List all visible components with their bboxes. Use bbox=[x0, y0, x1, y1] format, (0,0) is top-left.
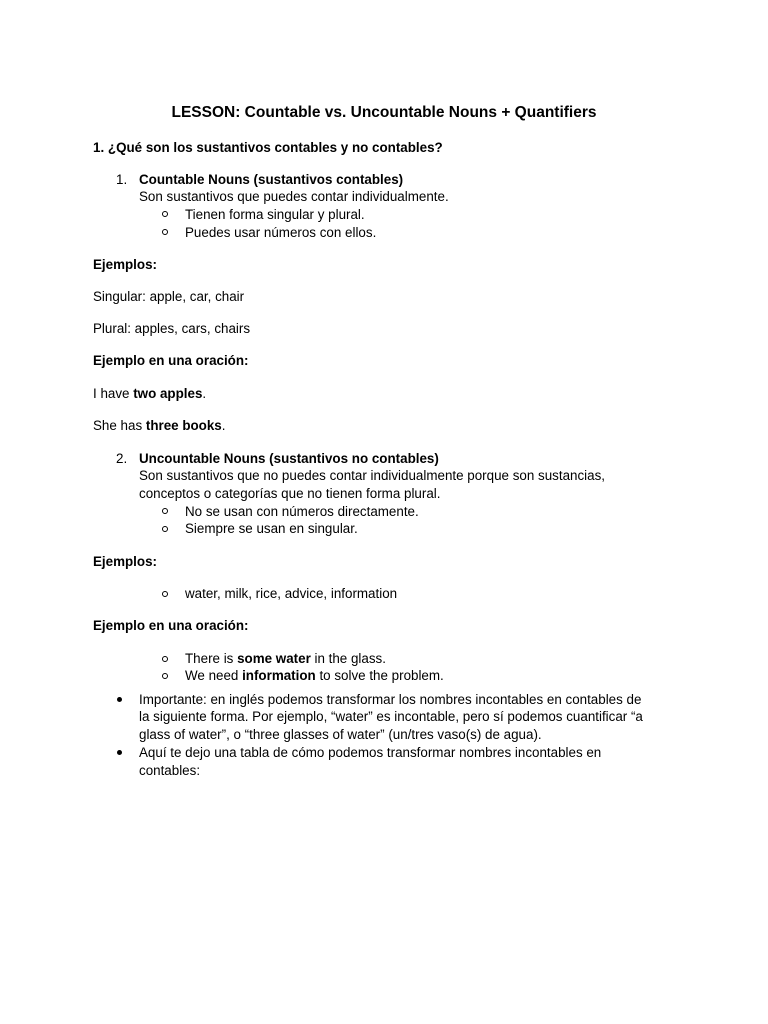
examples-label: Ejemplos: bbox=[93, 257, 157, 272]
sentence-text: There is bbox=[185, 651, 238, 666]
list-item: No se usan con números directamente. bbox=[185, 504, 419, 519]
sentence-text: She has bbox=[93, 418, 146, 433]
circle-bullet-icon bbox=[162, 591, 168, 597]
uncountable-heading: Uncountable Nouns (sustantivos no contables) bbox=[139, 451, 439, 466]
sentence-text: . bbox=[221, 418, 226, 433]
sentence-text: in the glass. bbox=[310, 651, 386, 666]
circle-bullet-icon bbox=[162, 508, 168, 514]
singular-examples: Singular: apple, car, chair bbox=[93, 289, 245, 304]
countable-heading: Countable Nouns (sustantivos contables) bbox=[139, 172, 404, 187]
sentence-label: Ejemplo en una oración: bbox=[93, 618, 249, 633]
sentence-bold-text: some water bbox=[237, 651, 311, 666]
uncountable-definition: conceptos o categorías que no tienen forma plural. bbox=[139, 486, 441, 501]
circle-bullet-icon bbox=[162, 526, 168, 532]
note-text: la siguiente forma. Por ejemplo, “water” es incontable, pero sí podemos cuantificar “a bbox=[139, 709, 643, 724]
sentence-bold-text: information bbox=[242, 668, 316, 683]
note-text: Importante: en inglés podemos transformar los nombres incontables en contables de bbox=[139, 692, 642, 707]
note-text: contables: bbox=[139, 763, 201, 778]
sentence-bold-text: three books bbox=[145, 418, 222, 433]
section-heading: 1. ¿Qué son los sustantivos contables y no contables? bbox=[93, 140, 443, 155]
sentence-label: Ejemplo en una oración: bbox=[93, 353, 249, 368]
list-number-2: 2. bbox=[116, 451, 128, 466]
example-sentence bbox=[93, 385, 206, 403]
examples-label: Ejemplos: bbox=[93, 554, 157, 569]
circle-bullet-icon bbox=[162, 211, 168, 217]
note-text: Aquí te dejo una tabla de cómo podemos transformar nombres incontables en bbox=[139, 745, 602, 760]
example-sentence bbox=[185, 650, 386, 668]
example-sentence bbox=[185, 667, 444, 685]
sentence-bold-text: two apples bbox=[133, 386, 203, 401]
sentence-text: to solve the problem. bbox=[315, 668, 444, 683]
list-item: Siempre se usan en singular. bbox=[185, 521, 358, 536]
circle-bullet-icon bbox=[162, 229, 168, 235]
page-title: LESSON: Countable vs. Uncountable Nouns + Quantifiers bbox=[171, 104, 597, 121]
sentence-text: We need bbox=[185, 668, 243, 683]
disc-bullet-icon bbox=[117, 697, 122, 702]
list-number-1: 1. bbox=[116, 172, 128, 187]
circle-bullet-icon bbox=[162, 673, 168, 679]
disc-bullet-icon bbox=[117, 750, 122, 755]
list-item: water, milk, rice, advice, information bbox=[185, 586, 398, 601]
countable-definition: Son sustantivos que puedes contar individualmente. bbox=[139, 189, 449, 204]
sentence-text: I have bbox=[93, 386, 134, 401]
list-item: Tienen forma singular y plural. bbox=[185, 207, 365, 222]
uncountable-definition: Son sustantivos que no puedes contar individualmente porque son sustancias, bbox=[139, 468, 605, 483]
sentence-text: . bbox=[202, 386, 207, 401]
list-item: Puedes usar números con ellos. bbox=[185, 225, 377, 240]
note-text: glass of water”, o “three glasses of water” (un/tres vaso(s) de agua). bbox=[139, 727, 542, 742]
example-sentence bbox=[93, 417, 226, 435]
plural-examples: Plural: apples, cars, chairs bbox=[93, 321, 251, 336]
circle-bullet-icon bbox=[162, 656, 168, 662]
